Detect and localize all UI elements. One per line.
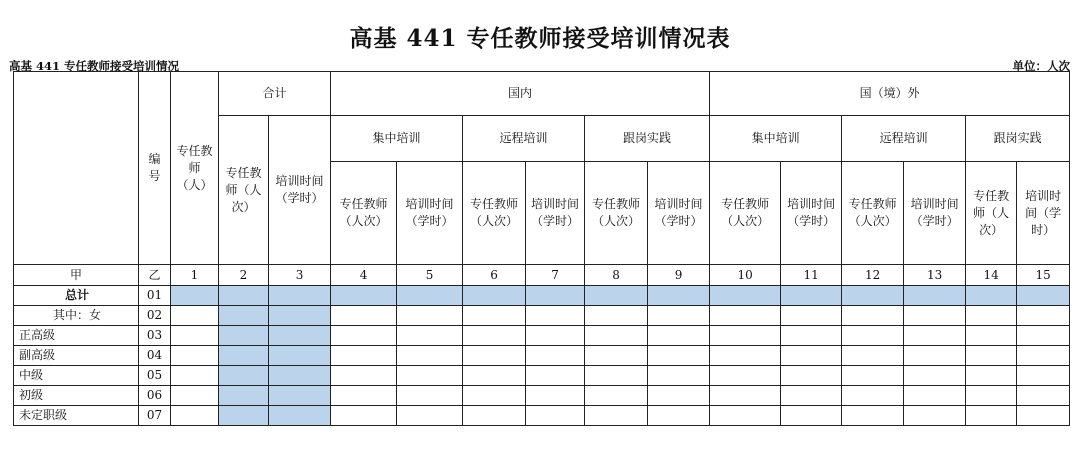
header-sub-training-hours: 培训时间（学时） bbox=[397, 162, 463, 265]
header-sub-teacher-times: 专任教师（人次） bbox=[463, 162, 526, 265]
table-row bbox=[14, 366, 1070, 386]
table-cell[interactable] bbox=[585, 406, 648, 426]
table-cell[interactable] bbox=[842, 366, 904, 386]
header-abroad-remote: 远程培训 bbox=[842, 116, 966, 162]
header-sub-teacher-times: 专任教师（人次） bbox=[710, 162, 781, 265]
table-cell-computed bbox=[269, 366, 331, 386]
table-cell[interactable] bbox=[1017, 306, 1070, 326]
table-cell[interactable] bbox=[648, 406, 710, 426]
table-cell[interactable] bbox=[1017, 346, 1070, 366]
table-cell[interactable] bbox=[842, 346, 904, 366]
table-cell[interactable] bbox=[966, 406, 1017, 426]
header-sub-training-hours: 培训时间（学时） bbox=[1017, 162, 1070, 265]
table-cell[interactable] bbox=[966, 346, 1017, 366]
table-cell-computed bbox=[331, 286, 397, 306]
table-cell[interactable] bbox=[526, 306, 585, 326]
column-number: 13 bbox=[904, 265, 966, 286]
column-number: 7 bbox=[526, 265, 585, 286]
header-sub-training-hours: 培训时间（学时） bbox=[648, 162, 710, 265]
table-cell[interactable] bbox=[966, 386, 1017, 406]
table-cell[interactable] bbox=[781, 406, 842, 426]
column-number: 5 bbox=[397, 265, 463, 286]
table-cell-computed bbox=[219, 406, 269, 426]
table-row bbox=[14, 326, 1070, 346]
table-cell-computed bbox=[842, 286, 904, 306]
table-cell-computed bbox=[219, 306, 269, 326]
table-cell-computed bbox=[171, 286, 219, 306]
column-number: 3 bbox=[269, 265, 331, 286]
table-cell[interactable] bbox=[585, 326, 648, 346]
table-cell[interactable] bbox=[171, 366, 219, 386]
header-sub-training-hours: 培训时间（学时） bbox=[781, 162, 842, 265]
column-number: 乙 bbox=[139, 265, 171, 286]
table-cell[interactable] bbox=[710, 386, 781, 406]
column-number: 1 bbox=[171, 265, 219, 286]
table-cell-computed bbox=[219, 366, 269, 386]
header-sub-training-hours: 培训时间（学时） bbox=[526, 162, 585, 265]
row-label: 副高级 bbox=[14, 346, 139, 366]
table-cell[interactable] bbox=[526, 346, 585, 366]
table-cell[interactable] bbox=[1017, 366, 1070, 386]
table-cell[interactable] bbox=[710, 346, 781, 366]
table-cell[interactable] bbox=[1017, 386, 1070, 406]
header-teacher-count: 专任教师（人） bbox=[171, 72, 219, 265]
table-cell-computed bbox=[269, 306, 331, 326]
table-cell[interactable] bbox=[966, 306, 1017, 326]
table-cell[interactable] bbox=[331, 406, 397, 426]
table-cell-computed bbox=[269, 386, 331, 406]
table-cell-computed bbox=[269, 326, 331, 346]
table-cell[interactable] bbox=[842, 406, 904, 426]
table-cell[interactable] bbox=[781, 306, 842, 326]
table-cell[interactable] bbox=[171, 346, 219, 366]
header-domestic-centralized: 集中培训 bbox=[331, 116, 463, 162]
table-cell-computed bbox=[585, 286, 648, 306]
table-cell[interactable] bbox=[171, 326, 219, 346]
table-cell[interactable] bbox=[331, 386, 397, 406]
table-cell-computed bbox=[269, 286, 331, 306]
table-cell[interactable] bbox=[904, 346, 966, 366]
unit-label: 单位：人次 bbox=[1012, 59, 1070, 73]
table-cell[interactable] bbox=[171, 386, 219, 406]
table-cell-computed bbox=[526, 286, 585, 306]
row-code: 05 bbox=[139, 366, 171, 386]
header-code: 编号 bbox=[139, 72, 171, 265]
header-abroad-centralized: 集中培训 bbox=[710, 116, 842, 162]
row-label: 中级 bbox=[14, 366, 139, 386]
table-cell[interactable] bbox=[463, 346, 526, 366]
table-row bbox=[14, 346, 1070, 366]
table-cell[interactable] bbox=[648, 366, 710, 386]
table-cell-computed bbox=[1017, 286, 1070, 306]
row-label: 其中：女 bbox=[14, 306, 139, 326]
data-rows bbox=[14, 286, 1070, 426]
table-cell[interactable] bbox=[842, 306, 904, 326]
table-cell[interactable] bbox=[781, 326, 842, 346]
table-cell[interactable] bbox=[397, 406, 463, 426]
header-blank bbox=[14, 72, 139, 265]
table-cell[interactable] bbox=[397, 386, 463, 406]
table-row bbox=[14, 306, 1070, 326]
table-cell[interactable] bbox=[710, 326, 781, 346]
table-cell[interactable] bbox=[171, 406, 219, 426]
header-sub-teacher-times: 专任教师（人次） bbox=[966, 162, 1017, 265]
table-cell[interactable] bbox=[648, 306, 710, 326]
table-cell[interactable] bbox=[648, 346, 710, 366]
table-cell[interactable] bbox=[842, 326, 904, 346]
table-cell[interactable] bbox=[331, 326, 397, 346]
table-cell-computed bbox=[904, 286, 966, 306]
table-cell[interactable] bbox=[1017, 406, 1070, 426]
column-number: 甲 bbox=[14, 265, 139, 286]
table-cell[interactable] bbox=[585, 346, 648, 366]
row-code: 06 bbox=[139, 386, 171, 406]
table-cell[interactable] bbox=[648, 326, 710, 346]
table-cell[interactable] bbox=[904, 366, 966, 386]
table-cell-computed bbox=[269, 346, 331, 366]
table-cell[interactable] bbox=[966, 366, 1017, 386]
header-sub-teacher-times: 专任教师（人次） bbox=[331, 162, 397, 265]
table-cell[interactable] bbox=[331, 346, 397, 366]
table-cell[interactable] bbox=[397, 306, 463, 326]
column-number: 11 bbox=[781, 265, 842, 286]
column-number: 14 bbox=[966, 265, 1017, 286]
table-cell[interactable] bbox=[463, 406, 526, 426]
table-cell[interactable] bbox=[904, 406, 966, 426]
table-cell[interactable] bbox=[710, 306, 781, 326]
row-label: 正高级 bbox=[14, 326, 139, 346]
table-cell[interactable] bbox=[526, 386, 585, 406]
table-cell[interactable] bbox=[397, 366, 463, 386]
table-cell[interactable] bbox=[1017, 326, 1070, 346]
table-cell-computed bbox=[397, 286, 463, 306]
header-total-training-hours: 培训时间（学时） bbox=[269, 116, 331, 265]
table-cell[interactable] bbox=[781, 386, 842, 406]
table-cell[interactable] bbox=[463, 366, 526, 386]
table-cell[interactable] bbox=[463, 326, 526, 346]
column-number: 15 bbox=[1017, 265, 1070, 286]
header-row-1 bbox=[14, 72, 1070, 116]
row-label: 未定职级 bbox=[14, 406, 139, 426]
table-cell[interactable] bbox=[904, 306, 966, 326]
header-abroad: 国（境）外 bbox=[710, 72, 1070, 116]
table-cell[interactable] bbox=[781, 346, 842, 366]
table-cell-computed bbox=[219, 286, 269, 306]
column-number: 8 bbox=[585, 265, 648, 286]
header-sub-teacher-times: 专任教师（人次） bbox=[585, 162, 648, 265]
table-cell-computed bbox=[269, 406, 331, 426]
table-cell[interactable] bbox=[397, 326, 463, 346]
row-label: 总计 bbox=[14, 286, 139, 306]
header-sub-training-hours: 培训时间（学时） bbox=[904, 162, 966, 265]
table-cell[interactable] bbox=[842, 386, 904, 406]
row-code: 03 bbox=[139, 326, 171, 346]
column-number: 12 bbox=[842, 265, 904, 286]
column-number: 2 bbox=[219, 265, 269, 286]
column-number: 9 bbox=[648, 265, 710, 286]
table-row bbox=[14, 386, 1070, 406]
table-cell[interactable] bbox=[171, 306, 219, 326]
header-total-teacher-times: 专任教师（人次） bbox=[219, 116, 269, 265]
table-cell[interactable] bbox=[526, 406, 585, 426]
table-cell[interactable] bbox=[331, 306, 397, 326]
column-number-row bbox=[14, 265, 1070, 286]
table-cell[interactable] bbox=[526, 326, 585, 346]
table-row bbox=[14, 406, 1070, 426]
header-domestic: 国内 bbox=[331, 72, 710, 116]
column-number: 10 bbox=[710, 265, 781, 286]
table-cell-computed bbox=[463, 286, 526, 306]
table-cell[interactable] bbox=[585, 306, 648, 326]
row-code: 07 bbox=[139, 406, 171, 426]
row-code: 02 bbox=[139, 306, 171, 326]
training-table bbox=[13, 71, 1070, 426]
table-cell[interactable] bbox=[781, 366, 842, 386]
table-cell-computed bbox=[219, 346, 269, 366]
table-cell-computed bbox=[781, 286, 842, 306]
page-title: 高基 441 专任教师接受培训情况表 bbox=[349, 25, 731, 52]
table-cell[interactable] bbox=[526, 366, 585, 386]
table-cell[interactable] bbox=[463, 306, 526, 326]
table-cell[interactable] bbox=[397, 346, 463, 366]
table-cell[interactable] bbox=[966, 326, 1017, 346]
column-number: 6 bbox=[463, 265, 526, 286]
table-cell-computed bbox=[219, 386, 269, 406]
header-total: 合计 bbox=[219, 72, 331, 116]
table-cell[interactable] bbox=[585, 366, 648, 386]
table-cell[interactable] bbox=[904, 386, 966, 406]
table-caption: 高基 441 专任教师接受培训情况 bbox=[9, 59, 180, 73]
row-label: 初级 bbox=[14, 386, 139, 406]
table-cell-computed bbox=[710, 286, 781, 306]
table-cell[interactable] bbox=[331, 366, 397, 386]
table-cell-computed bbox=[219, 326, 269, 346]
table-cell[interactable] bbox=[710, 366, 781, 386]
table-cell[interactable] bbox=[648, 386, 710, 406]
table-cell-computed bbox=[648, 286, 710, 306]
header-sub-teacher-times: 专任教师（人次） bbox=[842, 162, 904, 265]
table-cell-computed bbox=[966, 286, 1017, 306]
table-cell[interactable] bbox=[585, 386, 648, 406]
header-domestic-job-practice: 跟岗实践 bbox=[585, 116, 710, 162]
row-code: 04 bbox=[139, 346, 171, 366]
table-row bbox=[14, 286, 1070, 306]
table-cell[interactable] bbox=[710, 406, 781, 426]
table-cell[interactable] bbox=[463, 386, 526, 406]
row-code: 01 bbox=[139, 286, 171, 306]
column-number: 4 bbox=[331, 265, 397, 286]
table-cell[interactable] bbox=[904, 326, 966, 346]
header-abroad-job-practice: 跟岗实践 bbox=[966, 116, 1070, 162]
header-domestic-remote: 远程培训 bbox=[463, 116, 585, 162]
